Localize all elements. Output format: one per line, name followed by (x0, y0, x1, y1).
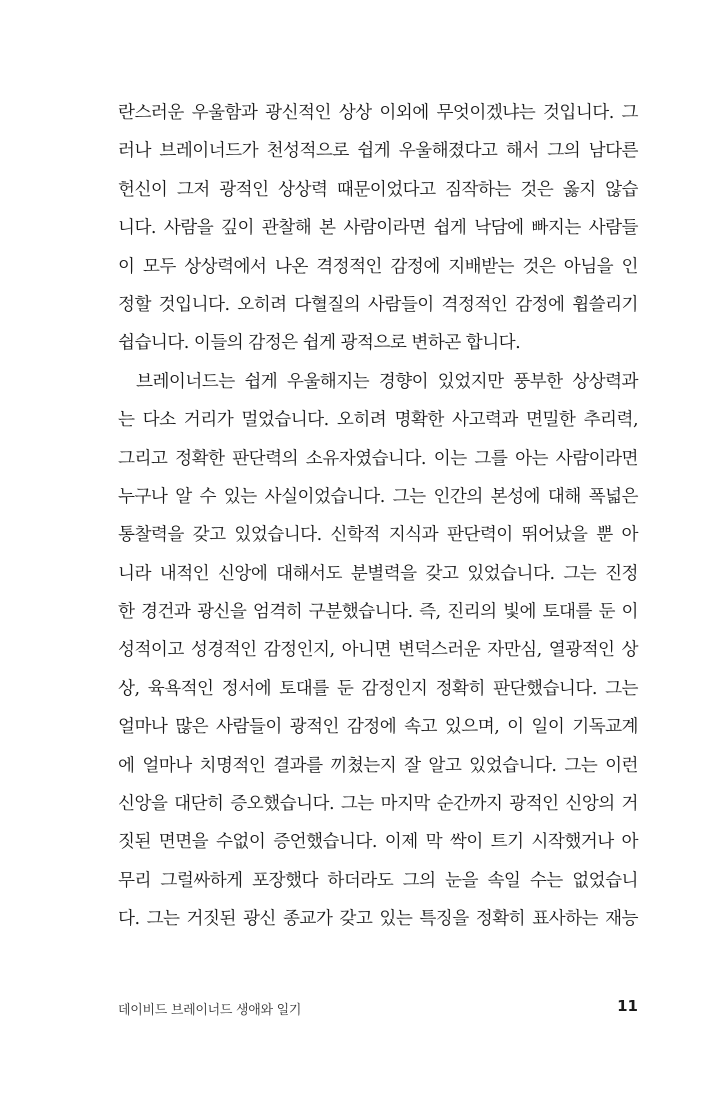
paragraph-1 (118, 94, 638, 363)
text-line: 그리고 정확한 판단력의 소유자였습니다. 이는 그를 아는 사람이라면 (118, 448, 638, 469)
running-footer-title: 데이비드 브레이너드 생애와 일기 (118, 1003, 302, 1018)
page-body (118, 94, 638, 939)
text-line: 누구나 알 수 있는 사실이었습니다. 그는 인간의 본성에 대해 폭넓은 (118, 486, 638, 507)
text-line: 한 경건과 광신을 엄격히 구분했습니다. 즉, 진리의 빛에 토대를 둔 이 (118, 602, 638, 623)
text-line: 얼마나 많은 사람들이 광적인 감정에 속고 있으며, 이 일이 기독교계 (118, 717, 638, 738)
text-line: 상, 육욕적인 정서에 토대를 둔 감정인지 정확히 판단했습니다. 그는 (118, 678, 638, 699)
text-line: 에 얼마나 치명적인 결과를 끼쳤는지 잘 알고 있었습니다. 그는 이런 (118, 755, 638, 776)
page-number: 11 (617, 997, 638, 1015)
text-line: 헌신이 그저 광적인 상상력 때문이었다고 짐작하는 것은 옳지 않습 (118, 179, 638, 200)
text-line: 니라 내적인 신앙에 대해서도 분별력을 갖고 있었습니다. 그는 진정 (118, 563, 638, 584)
text-line: 통찰력을 갖고 있었습니다. 신학적 지식과 판단력이 뛰어났을 뿐 아 (118, 525, 638, 546)
text-line: 러나 브레이너드가 천성적으로 쉽게 우울해졌다고 해서 그의 남다른 (118, 141, 638, 162)
text-line: 는 다소 거리가 멀었습니다. 오히려 명확한 사고력과 면밀한 추리력, (118, 410, 638, 431)
text-line: 신앙을 대단히 증오했습니다. 그는 마지막 순간까지 광적인 신앙의 거 (118, 794, 638, 815)
text-line: 정할 것입니다. 오히려 다혈질의 사람들이 격정적인 감정에 휩쓸리기 (118, 294, 638, 315)
text-line: 이 모두 상상력에서 나온 격정적인 감정에 지배받는 것은 아님을 인 (118, 256, 638, 277)
text-line: 니다. 사람을 깊이 관찰해 본 사람이라면 쉽게 낙담에 빠지는 사람들 (118, 218, 638, 239)
text-line: 다. 그는 거짓된 광신 종교가 갖고 있는 특징을 정확히 표사하는 재능 (118, 909, 638, 930)
text-line: 브레이너드는 쉽게 우울해지는 경향이 있었지만 풍부한 상상력과 (136, 371, 638, 392)
text-line: 성적이고 성경적인 감정인지, 아니면 변덕스러운 자만심, 열광적인 상 (118, 640, 638, 661)
paragraph-2 (118, 363, 638, 939)
text-line: 쉽습니다. 이들의 감정은 쉽게 광적으로 변하곤 합니다. (118, 333, 521, 354)
text-line: 무리 그럴싸하게 포장했다 하더라도 그의 눈을 속일 수는 없었습니 (118, 870, 638, 891)
text-line: 란스러운 우울함과 광신적인 상상 이외에 무엇이겠냐는 것입니다. 그 (118, 103, 638, 123)
page-footer (118, 999, 638, 1019)
text-line: 짓된 면면을 수없이 증언했습니다. 이제 막 싹이 트기 시작했거나 아 (118, 832, 638, 853)
